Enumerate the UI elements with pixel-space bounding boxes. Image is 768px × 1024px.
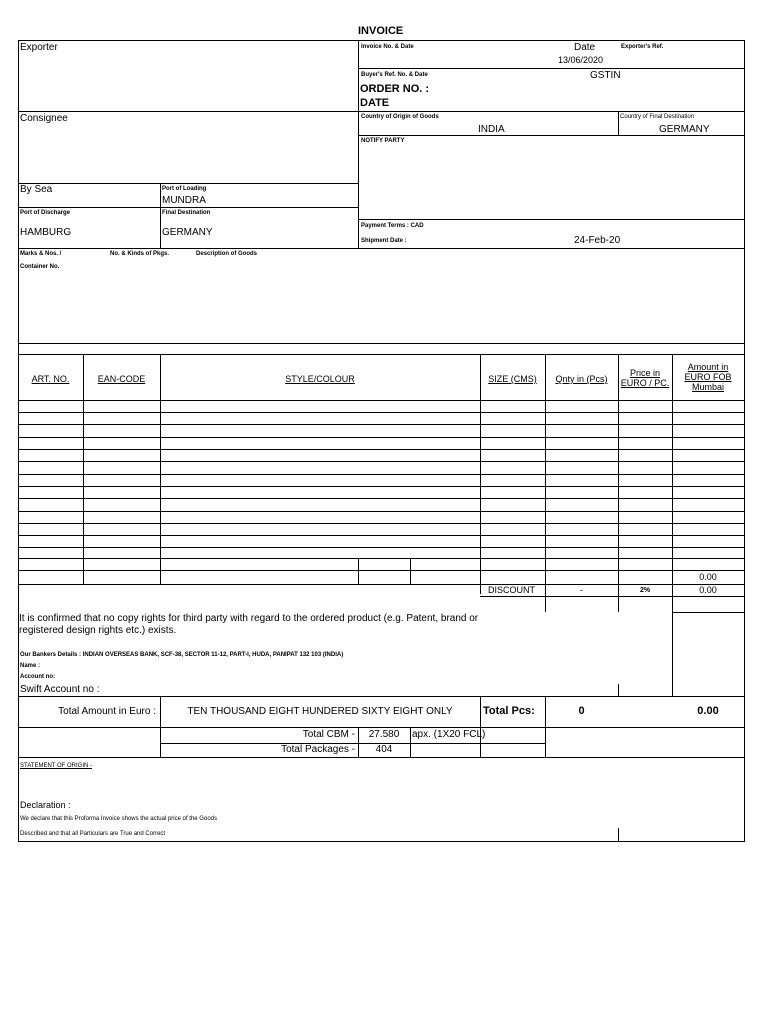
date-big-label: DATE xyxy=(360,97,390,109)
copyright-line1: It is confirmed that no copy rights for third party with regard to the ordered product (e.g. Patent, brand or xyxy=(19,613,479,624)
discount-qty: - xyxy=(580,585,583,595)
swift-label: Swift Account no : xyxy=(20,684,100,695)
account-no-label: Account no: xyxy=(20,674,55,680)
declaration-line1: We declare that this Proforma Invoice shows the actual price of the Goods xyxy=(20,816,217,822)
table-row-line xyxy=(18,547,745,548)
payment-terms-label: Payment Terms : CAD xyxy=(361,223,424,229)
country-origin-value: INDIA xyxy=(478,124,505,135)
port-discharge-label: Port of Discharge xyxy=(20,210,71,216)
table-row-line xyxy=(18,424,745,425)
table-row-line xyxy=(18,474,745,475)
col-header-price: Price in EURO / PC. xyxy=(620,368,670,388)
kinds-label: No. & Kinds of Pkgs. xyxy=(110,251,170,257)
discount-value: 0.00 xyxy=(699,585,717,595)
final-dest-label: Final Destination xyxy=(162,210,211,216)
port-loading-value: MUNDRA xyxy=(162,195,206,206)
col-header-style-colour: STYLE/COLOUR xyxy=(285,374,355,384)
date-label: Date xyxy=(574,42,596,53)
copyright-line2: registered design rights etc.) exists. xyxy=(19,625,177,636)
country-dest-value: GERMANY xyxy=(659,124,710,135)
declaration-line2: Described and that all Particulars are True and Correct xyxy=(20,831,166,837)
invoice-no-date-label: Invoice No. & Date xyxy=(361,44,414,50)
table-row-line xyxy=(18,498,745,499)
total-pcs-value: 0 xyxy=(578,705,585,717)
consignee-label: Consignee xyxy=(20,113,68,124)
table-row-line xyxy=(18,558,745,559)
total-amount-words: TEN THOUSAND EIGHT HUNDERED SIXTY EIGHT ONLY xyxy=(187,706,453,717)
port-loading-label: Port of Loading xyxy=(162,186,207,192)
buyers-ref-label: Buyer's Ref. No. & Date xyxy=(361,72,428,78)
table-row-line xyxy=(18,535,745,536)
col-header-size: SIZE (CMS) xyxy=(488,374,537,384)
table-row-line xyxy=(18,400,745,401)
total-cbm-value: 27.580 xyxy=(368,729,400,740)
table-row-line xyxy=(18,584,745,585)
marks-label: Marks & Nos. / xyxy=(20,251,62,257)
total-packages-value: 404 xyxy=(375,744,393,755)
exporters-ref-label: Exporter's Ref. xyxy=(621,44,664,50)
total-cbm-note: apx. (1X20 FCL) xyxy=(412,729,486,740)
exporter-label: Exporter xyxy=(20,42,58,53)
table-row-line xyxy=(18,486,745,487)
table-row-line xyxy=(18,449,745,450)
table-row-line xyxy=(18,570,745,571)
col-header-art-no: ART. NO. xyxy=(31,374,70,384)
country-origin-label: Country of Origin of Goods xyxy=(361,114,439,120)
col-header-amount: Amount in EURO FOB Mumbai xyxy=(684,362,732,392)
total-packages-label: Total Packages - xyxy=(281,744,355,755)
col-header-ean-code: EAN-CODE xyxy=(97,374,146,384)
frame-bottom xyxy=(18,841,745,842)
frame-top xyxy=(18,40,745,41)
table-row-line xyxy=(18,461,745,462)
invoice-title: INVOICE xyxy=(358,25,404,37)
total-value: 0.00 xyxy=(697,705,719,717)
table-row-line xyxy=(18,511,745,512)
final-dest-value: GERMANY xyxy=(162,227,213,238)
date-value: 13/06/2020 xyxy=(558,55,604,65)
frame-left xyxy=(18,40,19,842)
table-row-line xyxy=(18,437,745,438)
statement-origin-label: STATEMENT OF ORIGIN - xyxy=(20,763,92,769)
total-amount-label: Total Amount in Euro : xyxy=(58,706,156,717)
table-row-line xyxy=(18,523,745,524)
by-sea-label: By Sea xyxy=(20,184,53,195)
total-pcs-label: Total Pcs: xyxy=(483,705,535,717)
shipment-date-label: Shipment Date : xyxy=(361,238,407,244)
discount-label: DISCOUNT xyxy=(488,585,535,595)
col-header-qnty: Qnty in (Pcs) xyxy=(555,374,608,384)
port-discharge-value: HAMBURG xyxy=(20,227,72,238)
subtotal-value: 0.00 xyxy=(699,572,717,582)
notify-party-label: NOTIFY PARTY xyxy=(361,138,405,144)
discount-pct: 2% xyxy=(639,587,651,594)
frame-right xyxy=(744,40,745,842)
bankers-details: Our Bankers Details : INDIAN OVERSEAS BANK, SCF-38, SECTOR 11-12, PART-I, HUDA, PANIPAT 132 103 (INDIA) xyxy=(20,652,344,658)
table-row-line xyxy=(18,412,745,413)
order-no-label: ORDER NO. : xyxy=(360,83,430,95)
country-dest-label: Country of Final Destination xyxy=(620,114,695,120)
discount-row-line xyxy=(480,596,745,597)
description-label: Description of Goods xyxy=(196,251,258,257)
container-label: Container No. xyxy=(20,264,60,270)
declaration-label: Declaration : xyxy=(20,800,71,810)
name-label: Name : xyxy=(20,663,41,669)
total-cbm-label: Total CBM - xyxy=(302,729,355,740)
shipment-date-value: 24-Feb-20 xyxy=(574,235,621,246)
gstin-label: GSTIN xyxy=(590,70,621,81)
